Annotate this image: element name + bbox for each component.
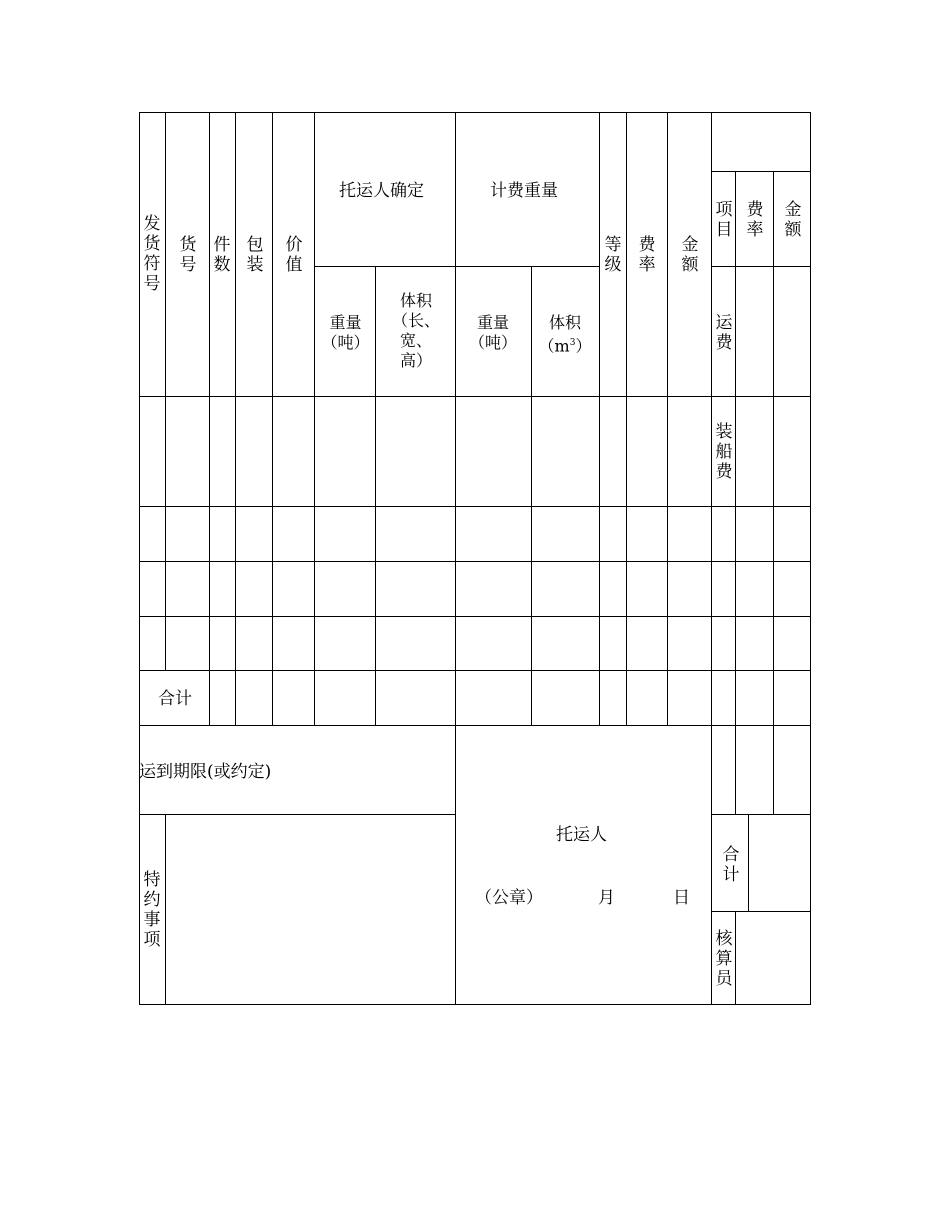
rule xyxy=(735,171,736,815)
header-chargeable-weight: 计费重量 xyxy=(490,181,558,201)
header-shipping-mark: 发货符号 xyxy=(143,214,161,294)
rule xyxy=(272,112,273,726)
rule xyxy=(165,814,166,1005)
fee-accountant-label: 核算员 xyxy=(715,929,733,989)
header-value: 价值 xyxy=(285,235,303,275)
rule xyxy=(711,266,811,267)
total-label: 合计 xyxy=(158,689,192,709)
header-grade: 等级 xyxy=(604,235,622,275)
month-label: 月 xyxy=(598,888,615,908)
header-rate: 费率 xyxy=(638,235,656,275)
rule xyxy=(314,112,315,726)
fee-loading-label: 装船费 xyxy=(715,422,733,482)
rule xyxy=(810,112,811,1005)
fee-header-rate: 费率 xyxy=(746,200,764,240)
rule xyxy=(139,814,456,815)
shipper-label: 托运人 xyxy=(556,825,607,845)
header-amount: 金额 xyxy=(681,235,699,275)
header-pieces: 件数 xyxy=(213,235,231,275)
fee-header-item: 项目 xyxy=(715,200,733,240)
rule xyxy=(139,112,140,1005)
fee-header-amount: 金额 xyxy=(784,200,802,240)
header-shipper-determined: 托运人确定 xyxy=(339,181,424,201)
rule xyxy=(165,112,166,671)
subheader-volume-m3 xyxy=(535,313,595,356)
rule xyxy=(315,266,599,267)
special-terms-label: 特约事项 xyxy=(143,870,161,950)
rule xyxy=(711,911,811,912)
subheader-weight-ton-2: 重量 （吨） xyxy=(468,313,517,352)
rule xyxy=(711,112,712,1005)
rule xyxy=(455,112,456,1005)
subheader-weight-ton: 重量 （吨） xyxy=(321,313,370,352)
volume-m3-sup: 3 xyxy=(569,338,576,348)
rule xyxy=(735,911,736,1005)
rule xyxy=(209,112,210,726)
rule xyxy=(711,171,811,172)
header-packing: 包装 xyxy=(246,235,264,275)
subheader-volume-dims: 体积 （长、 宽、 高） xyxy=(391,291,440,370)
rule xyxy=(235,112,236,726)
rule xyxy=(375,266,376,726)
rule xyxy=(531,266,532,726)
rule xyxy=(667,112,668,726)
day-label: 日 xyxy=(673,888,690,908)
header-cargo-no: 货号 xyxy=(179,235,197,275)
rule xyxy=(773,171,774,815)
rule xyxy=(626,112,627,726)
fee-freight-label: 运费 xyxy=(715,313,733,353)
seal-label: （公章） xyxy=(475,888,543,908)
delivery-period-label: 运到期限(或约定) xyxy=(139,762,272,782)
rule xyxy=(599,112,600,726)
volume-m3-close: ） xyxy=(575,336,592,356)
volume-m3-base: 体积 （m xyxy=(538,313,581,356)
rule xyxy=(711,814,811,815)
rule xyxy=(748,814,749,912)
fee-total-label: 合计 xyxy=(722,845,740,885)
